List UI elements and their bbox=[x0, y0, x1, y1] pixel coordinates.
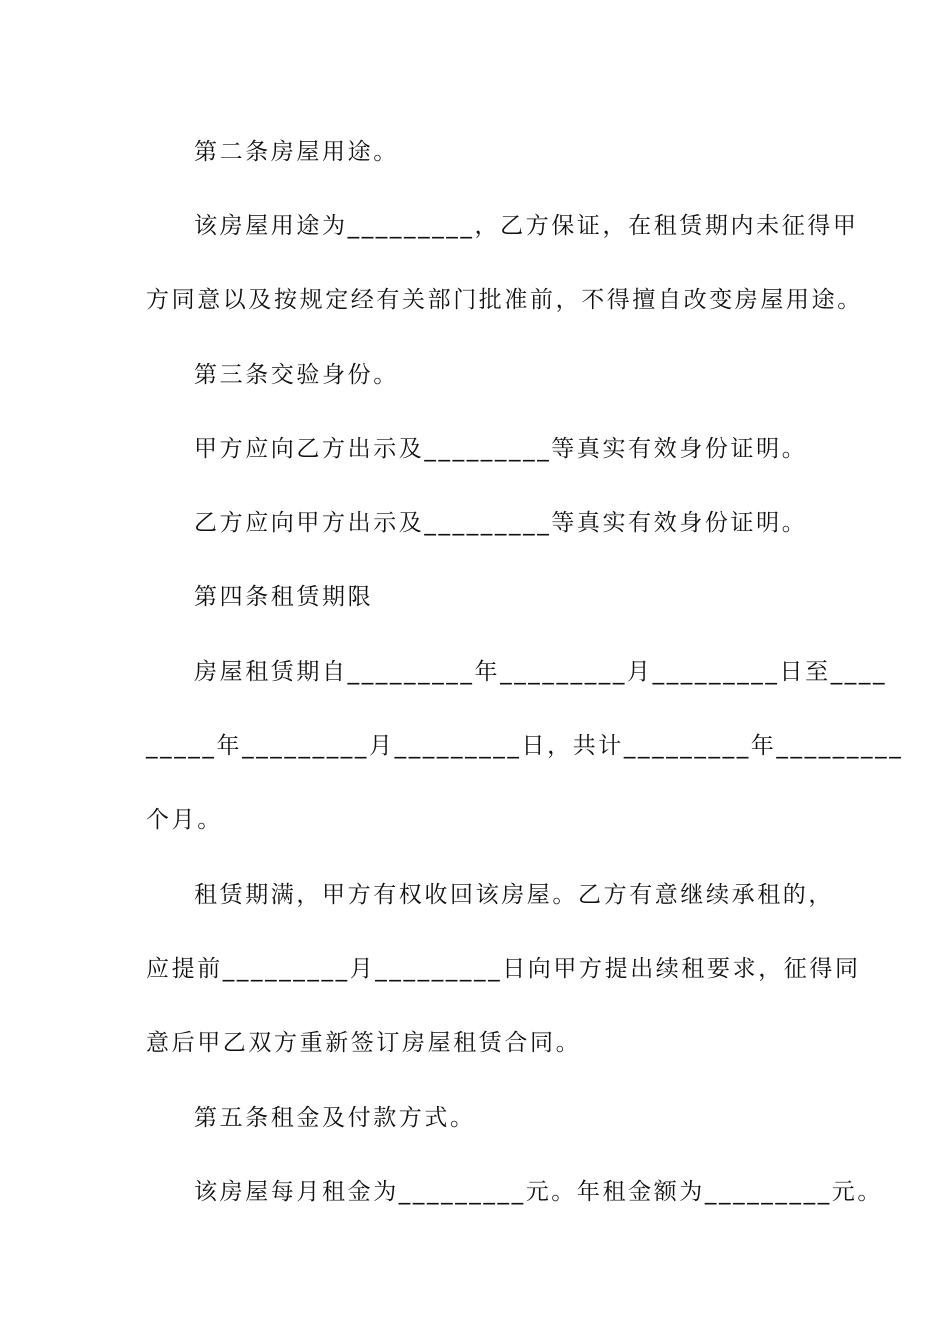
renewal-paragraph-line-3: 意后甲乙双方重新签订房屋租赁合同。 bbox=[146, 1030, 582, 1056]
article-4-heading: 第四条租赁期限 bbox=[194, 584, 374, 610]
article-2-paragraph-line-2: 方同意以及按规定经有关部门批准前，不得擅自改变房屋用途。 bbox=[146, 287, 863, 313]
article-3-paragraph-party-b: 乙方应向甲方出示及_________等真实有效身份证明。 bbox=[194, 510, 808, 536]
article-3-heading: 第三条交验身份。 bbox=[194, 362, 399, 388]
article-5-paragraph-line-1: 该房屋每月租金为_________元。年租金额为_________元。 bbox=[194, 1179, 883, 1205]
renewal-paragraph-line-2: 应提前_________月_________日向甲方提出续租要求，征得同 bbox=[146, 956, 861, 982]
article-5-heading: 第五条租金及付款方式。 bbox=[194, 1105, 476, 1131]
renewal-paragraph-line-1: 租赁期满，甲方有权收回该房屋。乙方有意继续承租的， bbox=[194, 882, 834, 908]
article-3-paragraph-party-a: 甲方应向乙方出示及_________等真实有效身份证明。 bbox=[194, 436, 808, 462]
article-2-paragraph-line-1: 该房屋用途为_________，乙方保证，在租赁期内未征得甲 bbox=[194, 213, 859, 239]
article-2-heading: 第二条房屋用途。 bbox=[194, 139, 399, 165]
article-4-paragraph-line-3: 个月。 bbox=[146, 807, 223, 833]
article-4-paragraph-line-1: 房屋租赁期自_________年_________月_________日至____ bbox=[194, 659, 888, 685]
article-4-paragraph-line-2: _____年_________月_________日，共计_________年_________ bbox=[146, 733, 904, 759]
